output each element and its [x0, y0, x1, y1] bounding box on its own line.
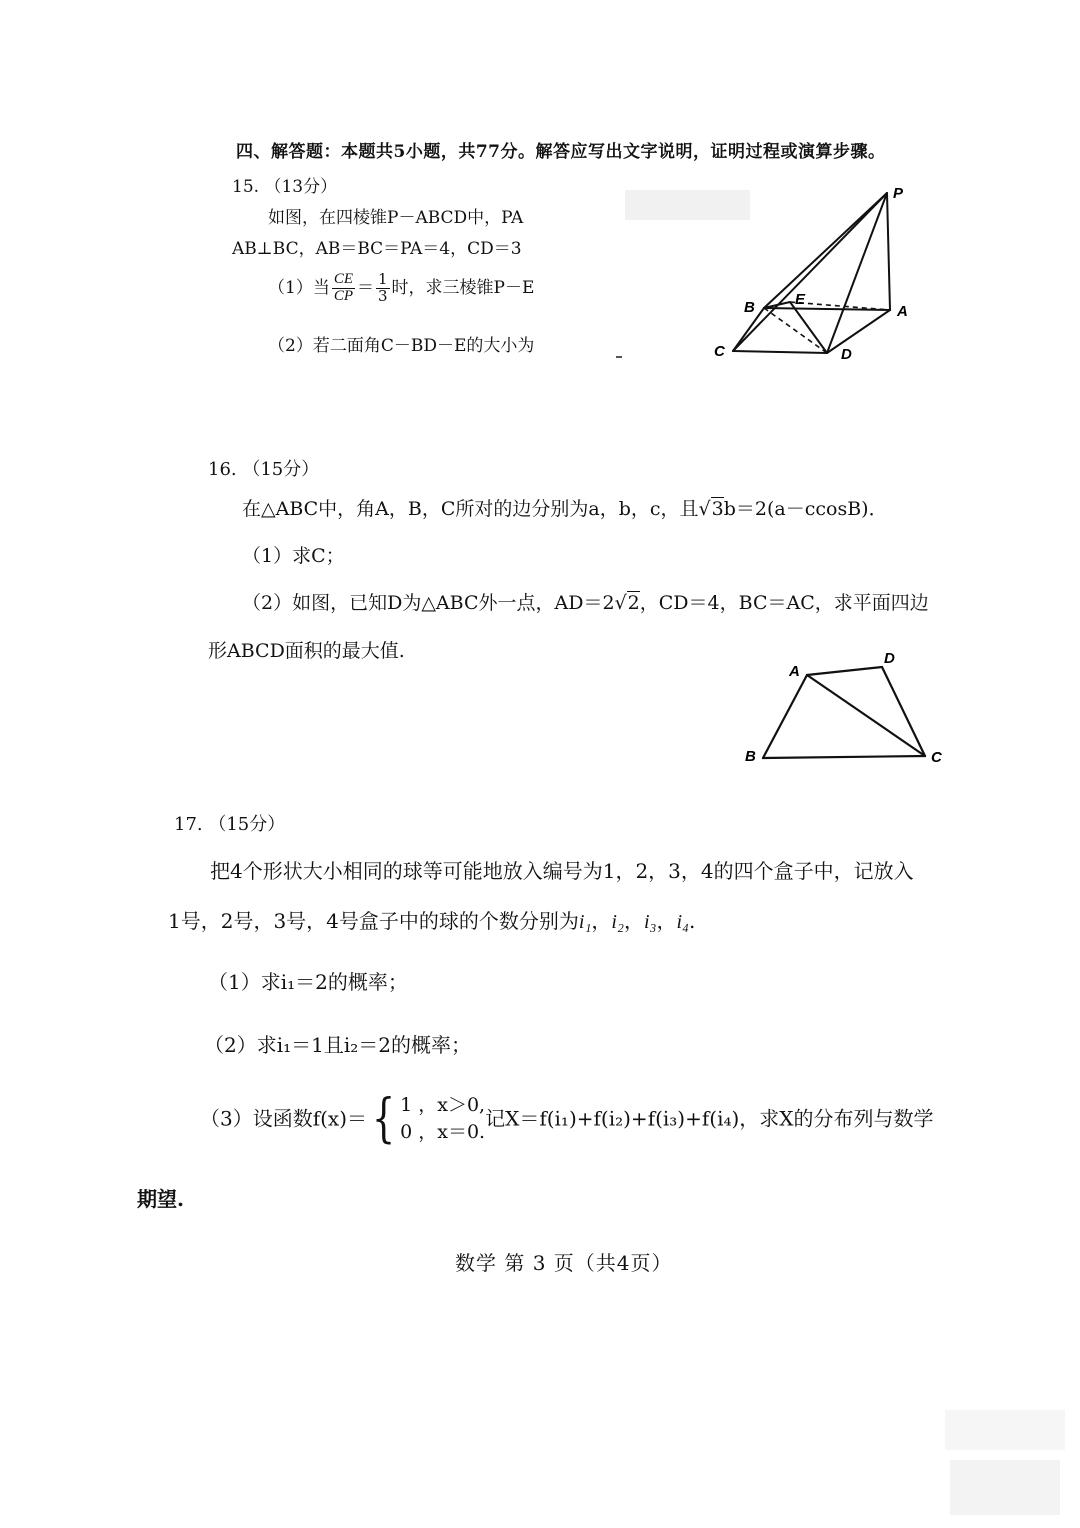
q15-part2: （2）若二面角C－BD－E的大小为 [268, 336, 535, 356]
q16-part2-sqrt: 2 [627, 592, 640, 614]
q15-pyramid-figure [700, 178, 930, 373]
frac1-numerator: CE [333, 271, 353, 287]
label-e: E [795, 291, 806, 308]
edge-da [827, 310, 890, 353]
section-header: 四、解答题：本题共5小题，共77分。解答应写出文字说明，证明过程或演算步骤。 [236, 142, 886, 162]
q15-part1-prefix: （1）当 [268, 277, 330, 298]
edge-pa [887, 193, 890, 310]
case-2: 0 ，x＝0. [400, 1120, 486, 1143]
label-a: A [897, 303, 908, 320]
label-d: D [884, 650, 895, 667]
var-i2: i₂ [611, 911, 624, 933]
label-b: B [744, 299, 755, 316]
q17-part3-mid: 记X＝f(i₁)+f(i₂)+f(i₃)+f(i₄)，求X的分布列与数学 [485, 1106, 934, 1131]
q17-header: 17. （15分） [174, 814, 286, 835]
frac2-denominator: 3 [378, 286, 388, 305]
q16-header: 16. （15分） [208, 459, 320, 480]
label-d: D [841, 346, 852, 363]
equals-sign: ＝ [357, 277, 374, 298]
label-c: C [714, 343, 725, 360]
q15-part1 [268, 272, 534, 305]
label-p: P [893, 185, 904, 202]
q16-stem-suffix: b＝2(a－ccosB)． [723, 498, 888, 520]
label-a: A [789, 663, 800, 680]
q16-part2-line2: 形ABCD面积的最大值. [208, 640, 405, 662]
fraction-one-third [376, 272, 390, 305]
q17-stem-line2-suffix: . [688, 909, 696, 933]
q17-part2: （2）求i₁＝1且i₂＝2的概率； [204, 1033, 472, 1057]
q15-header: 15. （13分） [232, 177, 338, 197]
edge-ab [763, 675, 807, 758]
sqrt-symbol: √ [614, 592, 627, 614]
var-i1: i₁ [578, 911, 592, 933]
q17-part3-line2: 期望. [137, 1187, 184, 1211]
q16-stem-sqrt: 3 [711, 498, 724, 520]
label-b: B [745, 748, 756, 765]
dashed-bd [764, 308, 827, 353]
page-footer: 数学 第 3 页（共4页） [455, 1251, 673, 1275]
fraction-ce-cp [332, 272, 355, 305]
edge-dc [882, 667, 925, 756]
label-c: C [931, 749, 942, 766]
left-brace: { [371, 1088, 396, 1149]
q17-part3 [200, 1088, 934, 1149]
q16-part2 [242, 588, 929, 615]
frac2-numerator: 1 [378, 270, 388, 288]
edge-bc [763, 756, 925, 758]
var-i3: i₃ [643, 911, 657, 933]
var-i4: i₄ [676, 911, 689, 933]
q16-part2-suffix: ，CD＝4，BC＝AC，求平面四边 [639, 592, 929, 614]
piecewise-cases [400, 1092, 485, 1146]
case-1: 1 ，x＞0, [400, 1093, 486, 1116]
q16-part2-prefix: （2）如图，已知D为△ABC外一点，AD＝2 [242, 592, 615, 614]
q15-line1: 如图，在四棱锥P－ABCD中，PA [268, 208, 524, 228]
q15-part1-suffix: 时，求三棱锥P－E [391, 277, 535, 298]
q15-line2: AB⊥BC，AB＝BC＝PA＝4，CD＝3 [232, 239, 522, 259]
scan-dot [616, 356, 622, 358]
crop-mask [536, 195, 606, 365]
q16-quadrilateral-figure [735, 645, 955, 770]
diagonal-ac [807, 675, 925, 756]
q17-part1: （1）求i₁＝2的概率； [208, 970, 408, 994]
scan-smudge [945, 1410, 1065, 1450]
edge-pd [827, 193, 887, 353]
q16-stem [242, 494, 888, 521]
q17-stem-line2: 1号，2号，3号，4号盒子中的球的个数分别为i₁，i₂，i₃，i₄. [168, 909, 696, 933]
edge-ad [807, 667, 882, 675]
edge-pb [764, 193, 887, 308]
edge-cd [733, 351, 827, 353]
q16-part1: （1）求C； [242, 545, 345, 567]
q17-part3-prefix: （3）设函数f(x)＝ [200, 1106, 368, 1131]
sqrt-symbol: √ [698, 498, 711, 520]
scan-smudge [950, 1460, 1060, 1515]
q17-stem-line1: 把4个形状大小相同的球等可能地放入编号为1，2，3，4的四个盒子中，记放入 [210, 859, 914, 883]
q17-stem-line2-prefix: 1号，2号，3号，4号盒子中的球的个数分别为 [168, 909, 579, 933]
q16-stem-prefix: 在△ABC中，角A，B，C所对的边分别为a，b，c，且 [242, 498, 699, 520]
frac1-denominator: CP [333, 287, 353, 304]
